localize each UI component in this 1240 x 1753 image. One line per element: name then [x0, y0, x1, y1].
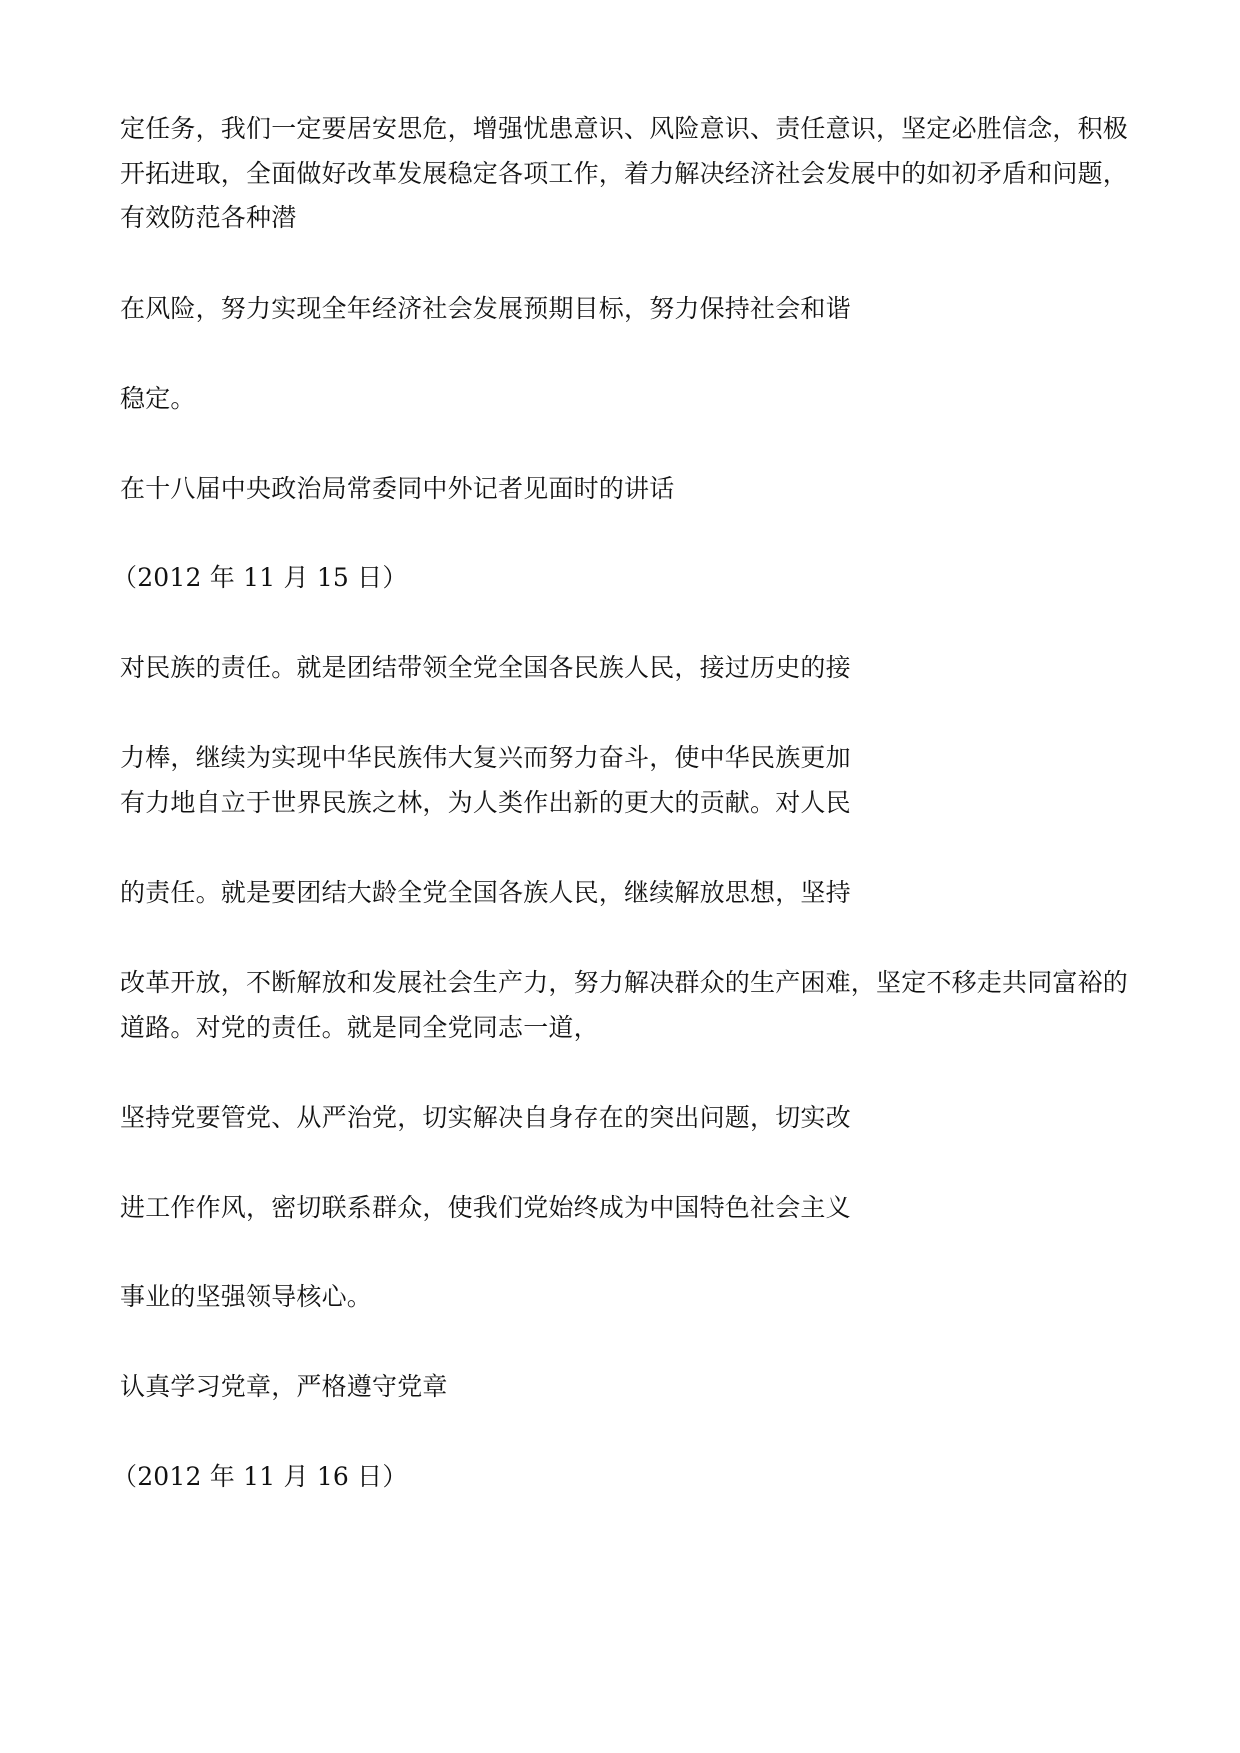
text-line: 对民族的责任。就是团结带领全党全国各民族人民，接过历史的接: [120, 653, 851, 682]
text-line: 在风险，努力实现全年经济社会发展预期目标，努力保持社会和谐: [120, 294, 851, 323]
text-line: 改革开放，不断解放和发展社会生产力，努力解决群众的生产困难，坚定不移走共同富裕的: [120, 968, 1129, 997]
section-title: 认真学习党章，严格遵守党章: [120, 1372, 448, 1401]
section-date: （2012 年 11 月 15 日）: [112, 563, 408, 592]
section-date: （2012 年 11 月 16 日）: [112, 1462, 408, 1491]
text-line: 有效防范各种潜: [120, 203, 297, 232]
text-line: 事业的坚强领导核心。: [120, 1282, 373, 1311]
text-line: 力棒，继续为实现中华民族伟大复兴而努力奋斗，使中华民族更加: [120, 743, 851, 772]
text-line: 开拓进取，全面做好改革发展稳定各项工作，着力解决经济社会发展中的如初矛盾和问题，: [120, 159, 1129, 188]
text-line: 道路。对党的责任。就是同全党同志一道，: [120, 1013, 599, 1042]
text-line: 有力地自立于世界民族之林，为人类作出新的更大的贡献。对人民: [120, 788, 851, 817]
section-title: 在十八届中央政治局常委同中外记者见面时的讲话: [120, 474, 675, 503]
text-line: 定任务，我们一定要居安思危，增强忧患意识、风险意识、责任意识，坚定必胜信念，积极: [120, 114, 1129, 143]
text-line: 坚持党要管党、从严治党，切实解决自身存在的突出问题，切实改: [120, 1103, 851, 1132]
text-line: 稳定。: [120, 384, 196, 413]
text-line: 进工作作风，密切联系群众，使我们党始终成为中国特色社会主义: [120, 1193, 851, 1222]
text-line: 的责任。就是要团结大龄全党全国各族人民，继续解放思想，坚持: [120, 878, 851, 907]
